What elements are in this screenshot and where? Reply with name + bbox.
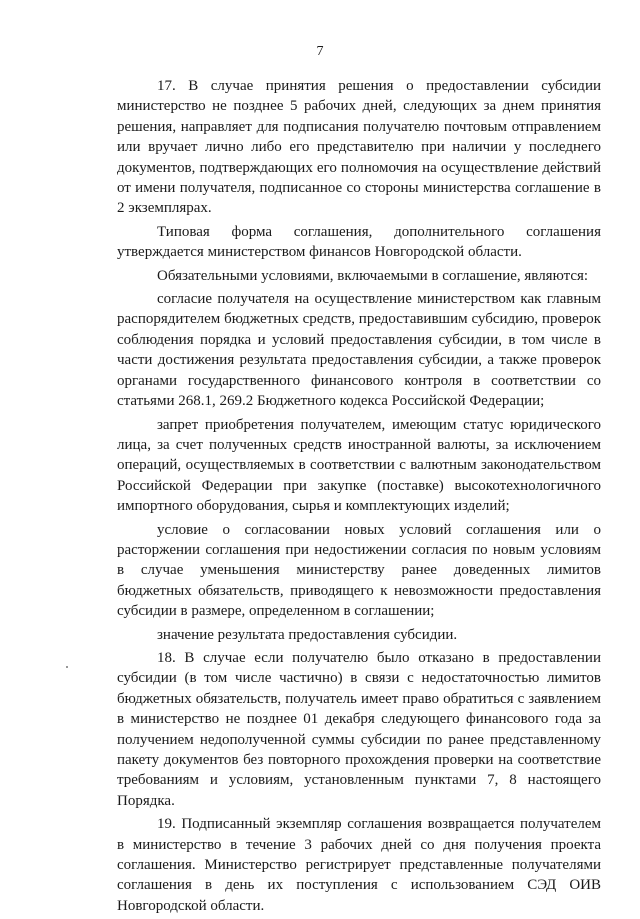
paragraph-standard-form: Типовая форма соглашения, дополнительного соглашения утверждается министерством финансов Новгородской области.	[117, 223, 601, 261]
paragraph-18: 18. В случае если получателю было отказано в предоставлении субсидии (в том числе частично) в связи с недостаточностью лимитов бюджетных обязательств, получатель имеет право обратиться с заявлением в министерство не позднее 01 декабря следующего финансового года за получением недополученной суммы субсидии по ранее представленному пакету документов без повторного прохождения проверки на соответствие требованиям и условиям, установленным пунктами 7, 8 настоящего Порядка.	[117, 649, 601, 809]
paragraph-condition-consent: согласие получателя на осуществление министерством как главным распорядителем бюджетных средств, предоставившим субсидию, проверок соблюдения порядка и условий предоставления субсидии, в том числе в части достижения результата предоставления субсидии, а также проверок органами государственного финансового контроля в соответствии со статьями 268.1, 269.2 Бюджетного кодекса Российской Федерации;	[117, 291, 601, 410]
document-body	[117, 76, 601, 919]
paragraph-condition-agreement-change: условие о согласовании новых условий соглашения или о расторжении соглашения при недостижении согласия по новым условиям в случае уменьшения министерству ранее доведенных лимитов бюджетных обязательств, приводящего к невозможности предоставления субсидии в размере, определенном в соглашении;	[117, 521, 601, 620]
page-number: 7	[316, 44, 324, 59]
scan-dot	[66, 666, 68, 668]
paragraph-condition-result-value: значение результата предоставления субсидии.	[157, 626, 458, 643]
paragraph-17: 17. В случае принятия решения о предоставлении субсидии министерство не позднее 5 рабочих дней, следующих за днем принятия решения, направляет для подписания получателю почтовым отправлением или вручает лично либо его представителю при наличии у последнего документов, подтверждающих его полномочия на осуществление действий от имени получателя, подписанное со стороны министерства соглашение в 2 экземплярах.	[117, 78, 601, 217]
paragraph-19: 19. Подписанный экземпляр соглашения возвращается получателем в министерство в течение 3 рабочих дней со дня получения проекта соглашения. Министерство регистрирует представленные получателями соглашения в день их поступления с использованием СЭД ОИВ Новгородской области.	[117, 816, 601, 914]
paragraph-mandatory-conditions: Обязательными условиями, включаемыми в соглашение, являются:	[157, 267, 589, 284]
paragraph-condition-currency-ban: запрет приобретения получателем, имеющим статус юридического лица, за счет полученных средств иностранной валюты, за исключением операций, осуществляемых в соответствии с валютным законодательством Российской Федерации при закупке (поставке) высокотехнологичного импортного оборудования, сырья и комплектующих изделий;	[117, 416, 601, 515]
